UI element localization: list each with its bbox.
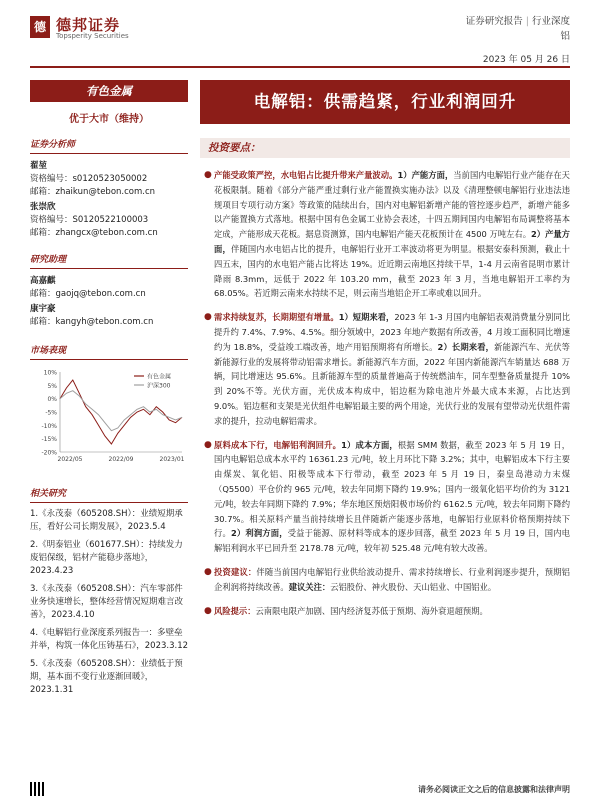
paragraph-text: 云南限电限产加剧、国内经济复苏低于预期、海外衰退超预期。 xyxy=(255,605,488,616)
analyst-email[interactable]: 邮箱：zhangcx@tebon.com.cn xyxy=(30,228,158,238)
assistant-name: 高嘉麒 xyxy=(30,276,56,286)
paragraph-lead: 原料成本下行，电解铝利润回升。 xyxy=(214,439,342,450)
analyst-name: 张崇欣 xyxy=(30,202,56,212)
legend-label: 有色金属 xyxy=(147,373,172,381)
company-name: 德邦证券 xyxy=(56,16,121,34)
assistant-1 xyxy=(30,275,188,301)
footer-disclaimer: 请务必阅读正文之后的信息披露和法律声明 xyxy=(418,785,570,794)
paragraph-subhead: 2）长期来看， xyxy=(437,341,495,352)
paragraph-subhead: 1）短期来看， xyxy=(338,312,395,323)
company-name-en: Topsperity Securities xyxy=(56,32,129,40)
paragraph-subhead: 2）产量方面， xyxy=(214,229,570,254)
summary-paragraph xyxy=(204,565,570,595)
market-performance-chart xyxy=(30,364,188,474)
bullet-icon: ● xyxy=(204,439,212,450)
assistant-email[interactable]: 邮箱：gaojq@tebon.com.cn xyxy=(30,289,146,299)
y-tick-label: -20% xyxy=(41,449,57,457)
report-date: 2023 年 05 月 26 日 xyxy=(482,55,570,65)
y-tick-label: 5% xyxy=(47,382,57,390)
y-tick-label: -5% xyxy=(45,409,57,417)
summary-title: 投资要点： xyxy=(200,138,570,158)
y-tick-label: -10% xyxy=(41,422,57,430)
analyst-section-title: 证券分析师 xyxy=(30,137,188,154)
related-report-item[interactable]: 1.《永茂泰（605208.SH）：业绩短期承压，看好公司长期发展》，2023.5.4 xyxy=(30,509,183,532)
bullet-icon: ● xyxy=(204,170,212,180)
header-divider xyxy=(30,66,570,68)
summary-paragraph xyxy=(204,168,570,301)
paragraph-text: 新能源汽车、光伏等新能源行业的发展将带动铝需求增长。新能源汽车方面，2022 年国内新能源汽车销量达 688 万辆，同比增速达 95.6%。且新能源车型的质量普遍高于传统燃油车，同车型整备质量提升 10%到 20%不等。光伏方面，光伏成本构成中，铝边框为除电池片外最大成本来源，占比达到 9.0%。铝边框和支架是光伏组件电解铝最主要的两个用途，光伏行业的发展有望带动光伏组件需求的提升，拉动电解铝需求。 xyxy=(214,341,570,426)
report-type-label: 证券研究报告 xyxy=(465,16,523,27)
legend-label: 沪深300 xyxy=(147,382,171,390)
bullet-icon: ● xyxy=(204,605,212,616)
paragraph-subhead: 1）成本方面， xyxy=(341,439,398,450)
paragraph-text: 2023 年 1-3 月国内电解铝表观消费量分别同比提升约 7.4%、7.9%、4.5%。细分领域中，2023 年地产数据有所改善，4 月竣工面积同比增速约为 18.8%，受益竣工端改善，地产用铝预期将有所增长。 xyxy=(214,312,570,352)
paragraph-subhead: 1）产能方面， xyxy=(397,170,454,180)
analyst-cert: 资格编号：s0120523050002 xyxy=(30,174,148,184)
paragraph-text: 受益于能源、原材料等成本的逐步回落，截至 2023 年 5 月 19 日，国内电解铝利润水平已回升至 2178.78 元/吨，较年初 525.48 元/吨有较大改善。 xyxy=(214,528,570,554)
summary-paragraph xyxy=(204,604,570,619)
paragraph-text: 当前国内电解铝行业产能存在天花板限制。随着《部分产能严重过剩行业产能置换实施办法》以及《清理整顿电解铝行业违法违规项目专项行动方案》等政策的陆续出台，国内对电解铝新增产能的管控逐步趋严，新增产能多以产能置换方式落地。根据中国有色金属工业协会表述，十四五期间国内电解铝布局调整将基本定成，产能形成天花板。据息资测算，国内电解铝产能天花板预计在 4500 万吨左右。 xyxy=(214,170,570,240)
analyst-2 xyxy=(30,201,188,240)
paragraph-lead: 风险提示： xyxy=(214,605,256,616)
series-line xyxy=(60,391,182,431)
related-report-item[interactable]: 3.《永茂泰（605208.SH）：汽车零部件业务快速增长，整体经营情况短期难言改善》，2023.4.10 xyxy=(30,584,184,620)
y-tick-label: 10% xyxy=(43,369,57,377)
assistant-section-title: 研究助理 xyxy=(30,252,188,269)
bullet-icon: ● xyxy=(204,312,212,323)
summary-paragraph xyxy=(204,438,570,556)
summary-paragraph xyxy=(204,310,570,428)
analyst-1 xyxy=(30,160,188,199)
related-report-item[interactable]: 4.《电解铝行业深度系列报告一：多壁垒并举，构筑一体化压铸基石》，2023.3.12 xyxy=(30,628,189,651)
related-reports xyxy=(30,508,188,697)
paragraph-text: 伴随当前国内电解铝行业供给波动提升、需求持续增长、行业利润逐步提升，预期铝企利润将持续改善。 xyxy=(214,566,570,592)
assistant-2 xyxy=(30,303,188,329)
paragraph-lead: 投资建议： xyxy=(214,566,257,577)
assistant-name: 康宇豪 xyxy=(30,304,56,314)
paragraph-subhead: 2）利润方面， xyxy=(230,528,288,539)
report-title: 电解铝：供需趋紧，行业利润回升 xyxy=(200,80,570,124)
x-tick-label: 2022/05 xyxy=(57,456,83,463)
rating-label: 优于大市（维持） xyxy=(69,114,149,125)
summary-content xyxy=(204,168,570,627)
market-section-title: 市场表现 xyxy=(30,343,188,360)
y-tick-label: 0% xyxy=(47,396,57,404)
related-section-title: 相关研究 xyxy=(30,486,188,503)
separator: | xyxy=(525,16,529,27)
paragraph-text: 根据 SMM 数据，截至 2023 年 5 月 19 日，国内电解铝总成本水平约 16361.23 元/吨，较上月环比下降 3.2%；其中，电解铝成本下行主要由煤炭、氧化铝、阳极等成本下行带动，截至 2023 年 5 月 19 日，秦皇岛港动力末煤（Q5500）平仓价约 965 元/吨，较去年同期下降约 19.9%；国内一级氧化铝平均价约为 3121 元/吨，较去年同期下降约 7.9%；华东地区预焙阳极市场价约 6162.5 元/吨，较去年同期下降约 30.7%。相关原料产量当前持续增长且伴随新产能逐步落地，电解铝行业原料价格预期持续下行。 xyxy=(214,439,570,539)
paragraph-lead: 产能受政策严控，水电铝占比提升带来产量波动。 xyxy=(214,170,398,180)
report-type xyxy=(330,14,570,44)
related-report-item[interactable]: 5.《永茂泰（605208.SH）：业绩低于预期，基本面不变行业逐渐回暖》，2023.1.31 xyxy=(30,659,183,695)
qr-code-icon xyxy=(30,782,44,796)
paragraph-lead: 需求持续复苏，长期期望有增量。 xyxy=(214,312,339,323)
related-report-item[interactable]: 2.《明泰铝业（601677.SH）：持续发力废铝保级，铝材产能稳步落地》，2023.4.23 xyxy=(30,540,183,576)
paragraph-text: 伴随国内水电铝占比的提升，电解铝行业开工率波动将更为明显。根据安泰科预测，截止十四五末，国内的水电铝产能占比将达 19%。近近期云南地区持续干旱，1-4 月云南省昆明市累计降雨 8.3mm，远低于 2022 年 103.20 mm，截至 2023 年 3 月，当地电解铝开工率约为 68.05%。若近期云南来水持续不足，则云南当地铝企开工率或难以回升。 xyxy=(214,243,570,299)
company-logo-icon: 德 xyxy=(30,16,50,38)
paragraph-text: 云铝股份、神火股份、天山铝业、中国铝业。 xyxy=(330,581,497,592)
paragraph-subhead: 建议关注： xyxy=(288,581,331,592)
left-sidebar xyxy=(30,80,188,697)
x-tick-label: 2023/01 xyxy=(159,456,185,463)
analyst-cert: 资格编号：S0120522100003 xyxy=(30,215,149,225)
bullet-icon: ● xyxy=(204,566,212,577)
series-line xyxy=(60,380,182,444)
assistant-email[interactable]: 邮箱：kangyh@tebon.com.cn xyxy=(30,317,154,327)
analyst-name: 翟堃 xyxy=(30,161,48,171)
industry-label: 有色金属 xyxy=(30,80,188,102)
analyst-email[interactable]: 邮箱：zhaikun@tebon.com.cn xyxy=(30,187,156,197)
market-chart xyxy=(30,364,188,474)
report-tag: 铝 xyxy=(560,31,570,42)
y-tick-label: -15% xyxy=(41,436,57,444)
x-tick-label: 2022/09 xyxy=(108,456,134,463)
report-sub-label: 行业深度 xyxy=(531,16,570,27)
